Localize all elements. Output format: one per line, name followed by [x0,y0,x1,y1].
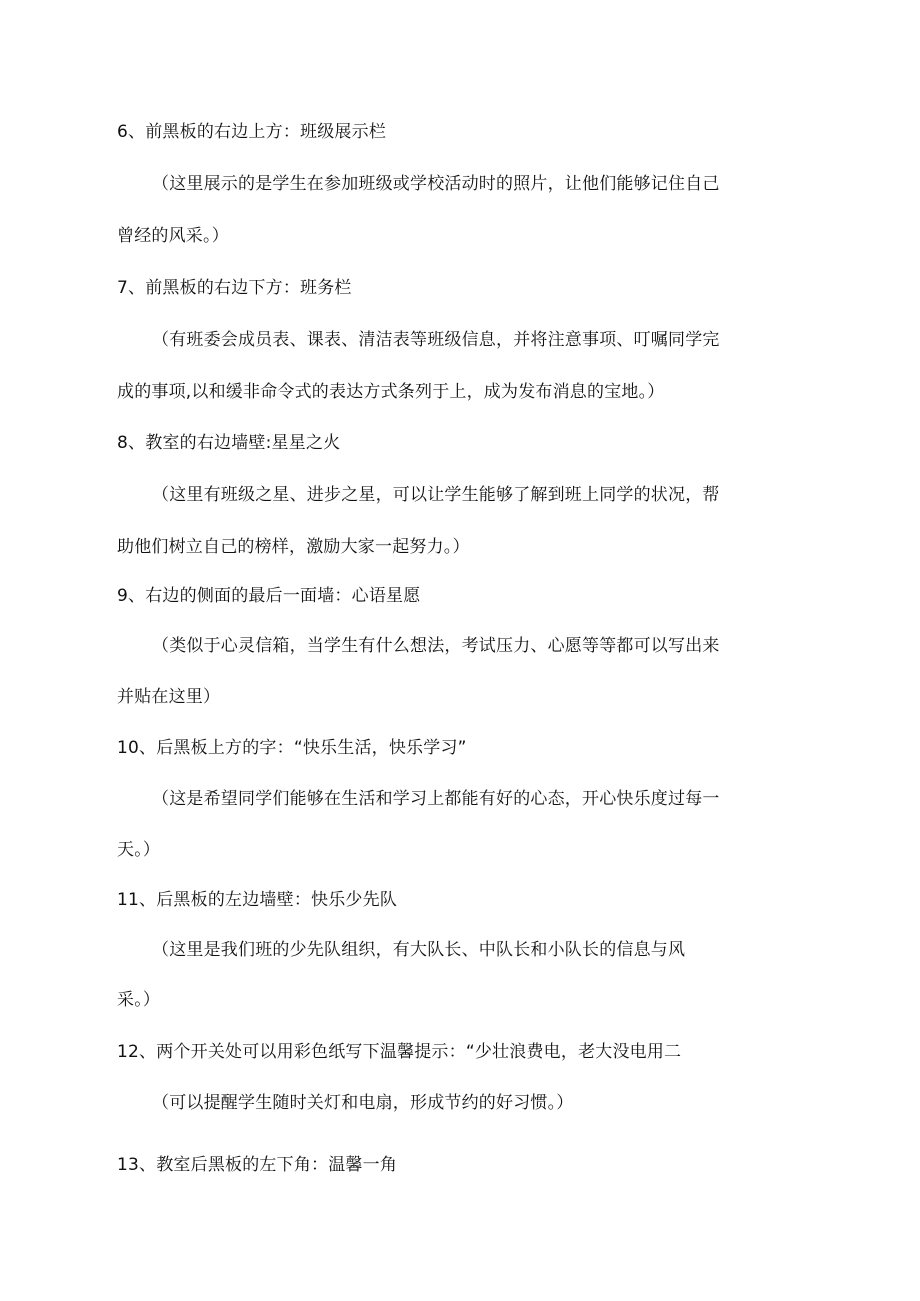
item-6-heading: 6、前黑板的右边上方：班级展示栏 [117,122,387,142]
item-9-note-line-2: 并贴在这里） [117,687,221,707]
item-9-note-line-1: （类似于心灵信箱，当学生有什么想法，考试压力、心愿等等都可以写出来 [152,636,720,656]
item-9-heading: 9、右边的侧面的最后一面墙：心语星愿 [117,586,421,606]
item-13-heading: 13、教室后黑板的左下角：温馨一角 [117,1155,398,1175]
item-7-note-line-2: 成的事项,以和缓非命令式的表达方式条列于上，成为发布消息的宝地。） [117,382,665,402]
item-8-heading: 8、教室的右边墙壁:星星之火 [117,433,341,453]
item-6-note-line-2: 曾经的风采。） [117,226,229,246]
item-11-note-line-1: （这里是我们班的少先队组织，有大队长、中队长和小队长的信息与风 [152,940,686,960]
item-8-note-line-2: 助他们树立自己的榜样，激励大家一起努力。） [117,537,470,557]
item-10-heading: 10、后黑板上方的字：“快乐生活，快乐学习” [117,738,467,758]
item-8-note-line-1: （这里有班级之星、进步之星，可以让学生能够了解到班上同学的状况，帮 [152,485,720,505]
item-10-note-line-2: 天。） [117,840,161,860]
item-7-heading: 7、前黑板的右边下方：班务栏 [117,278,352,298]
item-11-note-line-2: 采。） [117,990,161,1010]
item-6-note-line-1: （这里展示的是学生在参加班级或学校活动时的照片，让他们能够记住自己 [152,174,720,194]
item-7-note-line-1: （有班委会成员表、课表、清洁表等班级信息，并将注意事项、叮嘱同学完 [152,330,720,350]
item-10-note-line-1: （这是希望同学们能够在生活和学习上都能有好的心态，开心快乐度过每一 [152,789,720,809]
item-12-note-line-1: （可以提醒学生随时关灯和电扇，形成节约的好习惯。） [152,1093,574,1113]
item-12-heading: 12、两个开关处可以用彩色纸写下温馨提示：“少壮浪费电，老大没电用二 [117,1042,682,1062]
item-11-heading: 11、后黑板的左边墙壁：快乐少先队 [117,890,398,910]
